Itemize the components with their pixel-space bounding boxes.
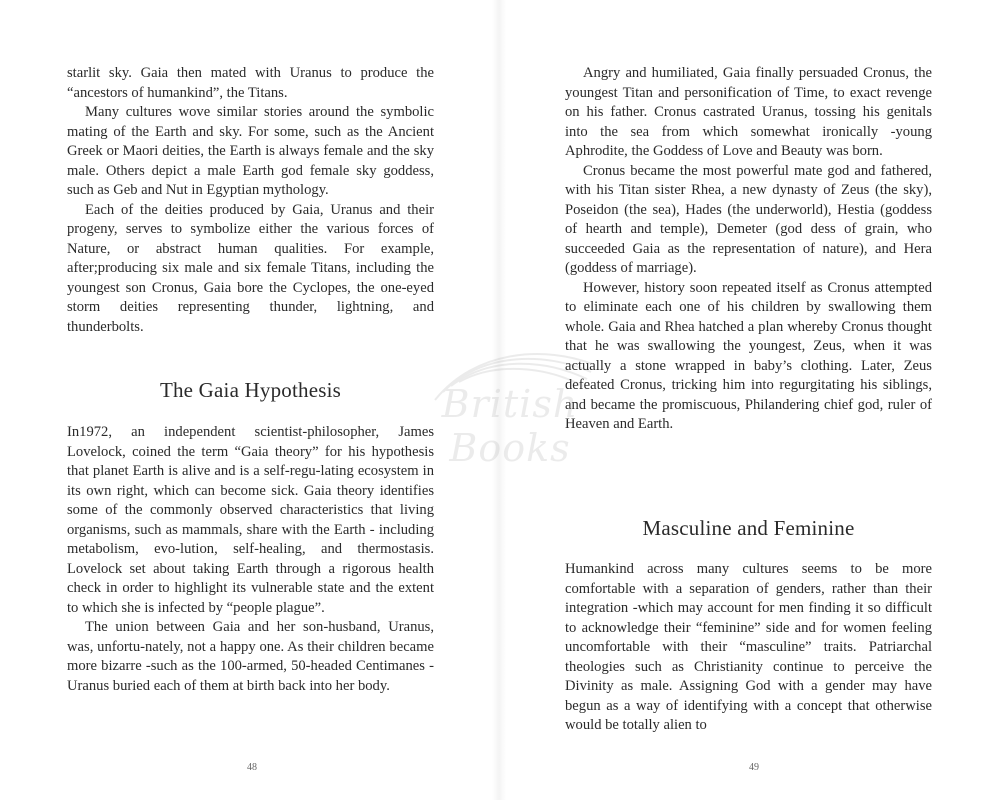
paragraph: Cronus became the most powerful mate god and fathered, with his Titan sister Rhea, a new dynasty of Zeus (the sky), Poseidon (the sea), Hades (the underworld), Hestia (goddess of hearth and temple), Demeter (god dess of grain, who succeeded Gaia as the representation of nature), and Hera (goddess of marriage). [565,162,932,276]
page-number: 48 [247,762,257,773]
section-heading: The Gaia Hypothesis [159,378,342,402]
section-heading: Masculine and Feminine [642,516,855,540]
right-page [499,0,998,800]
left-intro-text [67,64,434,337]
watermark-text: British Books [441,382,579,470]
left-section-text [67,423,434,696]
right-intro-text [565,64,932,435]
paragraph: In1972, an independent scientist-philosopher, James Lovelock, coined the term “Gaia theory” for his hypothesis that planet Earth is alive and is a self-regu-lating ecosystem in its own right, which can become sick. Gaia theory identifies some of the commonly observed characteristics that living organisms, such as mammals, share with the Earth - including metabolism, evo-lution, self-healing, and thermostasis. Lovelock set about taking Earth through a rigorous health check in order to highlight its vulnerable state and the extent to which she is infected by “people plague”. [67,424,434,616]
paragraph: The union between Gaia and her son-husband, Uranus, was, unfortu-nately, not a happy one. As their children became more bizarre -such as the 100-armed, 50-headed Centimanes -Uranus buried each of them at birth back into her body. [67,619,434,694]
paragraph: Humankind across many cultures seems to be more comfortable with a separation of genders, rather than their integration -which may account for men finding it so difficult to acknowledge their “feminine” side and for women feeling uncomfortable with their “masculine” traits. Patriarchal theologies such as Christianity continue to perceive the Divinity as male. Assigning God with a gender may have begun as a way of identifying with a concept that otherwise would be totally alien to [565,561,932,733]
paragraph: starlit sky. Gaia then mated with Uranus to produce the “ancestors of humankind”, the Titans. [67,65,434,101]
paragraph: Each of the deities produced by Gaia, Uranus and their progeny, serves to symbolize either the various forces of Nature, or abstract human qualities. For example, after;producing six male and six female Titans, including the youngest son Cronus, Gaia bore the Cyclopes, the one-eyed storm deities representing thunder, lightning, and thunderbolts. [67,201,434,335]
paragraph: Many cultures wove similar stories around the symbolic mating of the Earth and sky. For some, such as the Ancient Greek or Maori deities, the Earth is always female and the sky male. Others depict a male Earth god female sky goddess, such as Geb and Nut in Egyptian mythology. [67,104,434,198]
page-number: 49 [749,762,759,773]
paragraph: Angry and humiliated, Gaia finally persuaded Cronus, the youngest Titan and personification of Time, to exact revenge on his father. Cronus castrated Uranus, tossing his genitals into the sea from which somewhat ironically -young Aphrodite, the Goddess of Love and Beauty was born. [565,65,932,159]
right-section-text [565,560,932,736]
paragraph: However, history soon repeated itself as Cronus attempted to eliminate each one of his children by swallowing them whole. Gaia and Rhea hatched a plan whereby Cronus thought that he was swallowing the youngest, Zeus, when it was actually a stone wrapped in baby’s clothing. Later, Zeus defeated Cronus, tricking him into regurgitating his siblings, and became the promiscuous, Philandering chief god, ruler of Heaven and Earth. [565,279,932,432]
